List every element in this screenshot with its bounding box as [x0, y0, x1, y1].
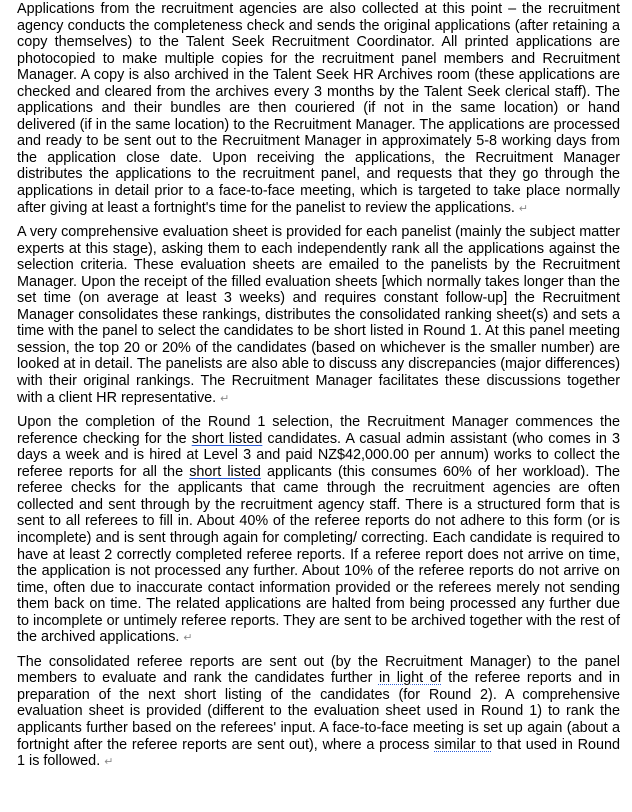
- paragraph-mark-icon: ↵: [183, 632, 193, 645]
- paragraph-evaluation-sheet: [17, 224, 620, 407]
- paragraph-text: the referee reports and in preparation of the next short listing of the candidates (for Round 2). A comprehensive evaluation sheet is provided (different to the evaluation sheet used in Round 1) to rank the applicants further based on the referees' input. A face-to-face meeting is set up again (about a fortnight after the referee reports are sent out), where a process: [17, 670, 621, 753]
- paragraph-mark-icon: ↵: [220, 392, 230, 405]
- paragraph-text: Upon the completion of the Round 1 selection, the Recruitment Manager commences the reference checking for the: [17, 414, 620, 447]
- paragraph-consolidated-reports: [17, 654, 620, 771]
- paragraph-reference-checking: [17, 414, 620, 647]
- paragraph-text: applicants (this consumes 60% of her workload). The referee checks for the applicants that came through the recruitment agencies are often collected and sent through by the recruitment agency staff. There is a structured form that is sent to all referees to fill in. About 40% of the referee reports do not adhere to this form (or is incomplete) and is sent through again for completing/ correcting. Each candidate is required to have at least 2 correctly completed referee reports. If a referee report does not arrive on time, the application is not processed any further. About 10% of the referee reports do not arrive on time, often due to inaccurate contact information provided or the referees merely not sending them back on time. The related applications are halted from being processed any further due to incomplete or untimely referee reports. They are sent to be archived together with the rest of the archived applications.: [17, 463, 620, 646]
- paragraph-text: A very comprehensive evaluation sheet is provided for each panelist (mainly the subject matter experts at this stage), asking them to each independently rank all the applications against the selection criteria. These evaluation sheets are emailed to the panelists by the Recruitment Manager. Upon the receipt of the filled evaluation sheets [which normally takes longer than the set time (on average at least 3 weeks) and requires constant follow-up] the Recruitment Manager consolidates these rankings, distributes the consolidated ranking sheet(s) and sets a time with the panel to select the candidates to be short listed in Round 1. At this panel meeting session, the top 20 or 20% of the candidates (based on whichever is the smaller number) are looked at in detail. The panelists are also able to discuss any discrepancies (major differences) with their original rankings. The Recruitment Manager facilitates these discussions together with a client HR representative.: [17, 224, 620, 406]
- grammar-marked-phrase[interactable]: similar to: [434, 736, 493, 753]
- grammar-marked-phrase[interactable]: in light of: [378, 670, 442, 687]
- paragraph-text: that used in Round 1 is followed.: [17, 736, 620, 770]
- paragraph-text: candidates. A casual admin assistant (who comes in 3 days a week and is hired at Level 3 and paid NZ$42,000.00 per annum) works to collect the referee reports for all the: [17, 430, 620, 480]
- spelling-marked-phrase[interactable]: short listed: [191, 430, 263, 447]
- paragraph-text: The consolidated referee reports are sent out (by the Recruitment Manager) to the panel members to evaluate and rank the candidates further: [17, 653, 620, 687]
- paragraph-mark-icon: ↵: [518, 202, 529, 215]
- spelling-marked-phrase[interactable]: short listed: [189, 463, 261, 480]
- paragraph-text: Applications from the recruitment agencies are also collected at this point – the recruitment agency conducts the completeness check and sends the original applications (after retaining a copy themselves) to the Talent Seek Recruitment Coordinator. All printed applications are photocopied to make multiple copies for the recruitment panel members and Recruitment Manager. A copy is also archived in the Talent Seek HR Archives room (these applications are checked and cleared from the archives every 3 months by the Talent Seek clerical staff). The applications and their bundles are then couriered (if not in the same location) or hand delivered (if in the same location) to the Recruitment Manager. The applications are processed and ready to be sent out to the Recruitment Manager in approximately 5-8 working days from the application close date. Upon receiving the applications, the Recruitment Manager distributes the applications to the recruitment panel, and requests that they go through the applications in detail prior to a face-to-face meeting, which is targeted to take place normally after giving at least a fortnight's time for the panelist to review the applications.: [17, 1, 620, 216]
- paragraph-mark-icon: ↵: [104, 756, 114, 769]
- paragraph-applications-collection: [17, 1, 620, 217]
